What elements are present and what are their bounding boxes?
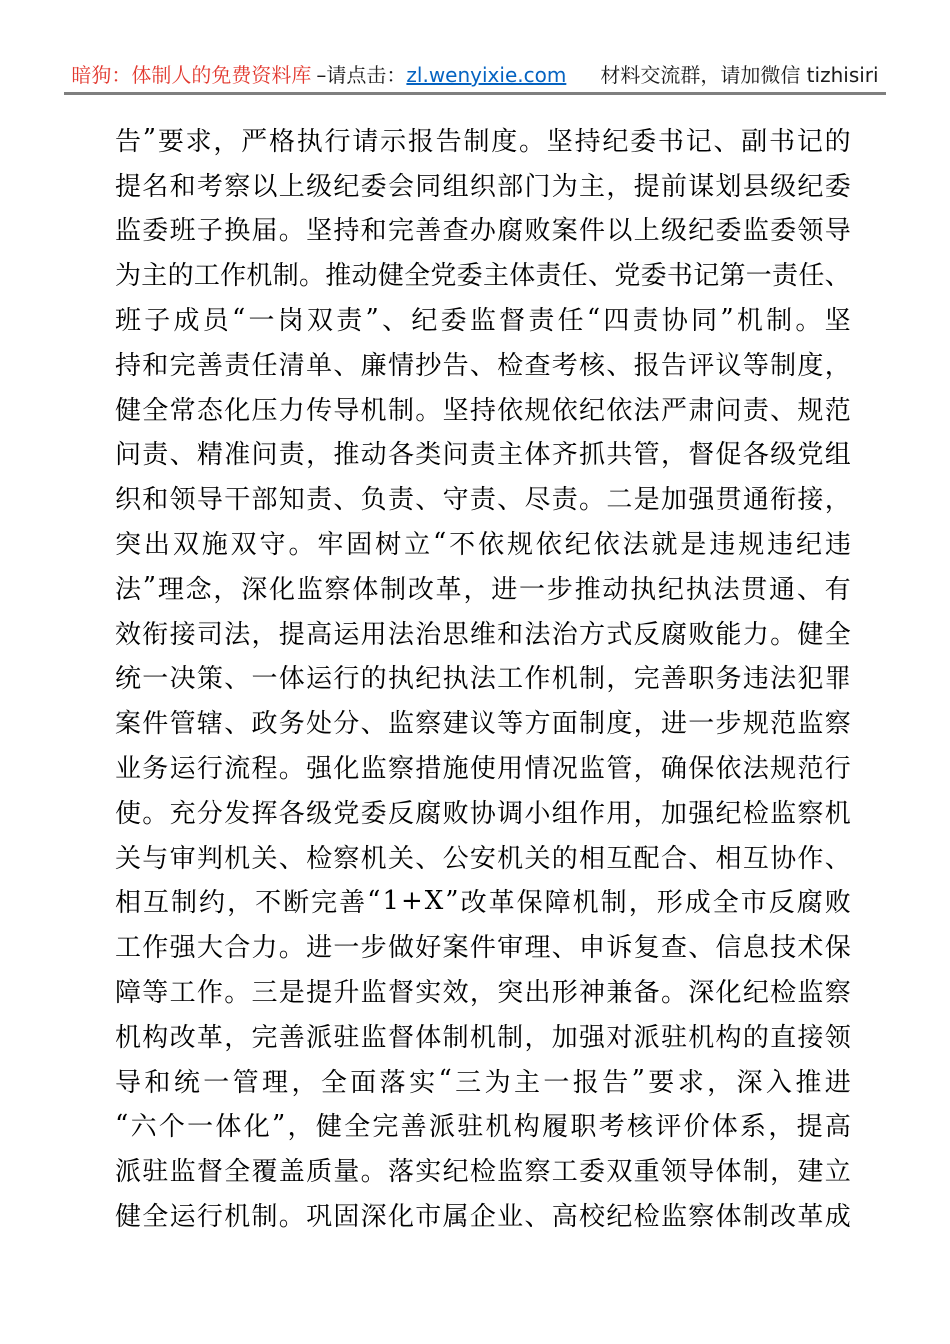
text-line: 相 互 制 约 ， 不 断 完 善 “ 1 + X ” 改 革 保 障 机 制 ， 形 成 全 市 反 腐 败: [115, 885, 851, 919]
banner-link[interactable]: zl.wenyixie.com: [406, 63, 567, 87]
text-line: 障 等 工 作 。 三 是 提 升 监 督 实 效 ， 突 出 形 神 兼 备 。 深 化 纪 检 监 察: [115, 978, 851, 1009]
text-line: 机 构 改 革 ， 完 善 派 驻 监 督 体 制 机 制 ， 加 强 对 派 驻 机 构 的 直 接 领: [115, 1022, 851, 1053]
text-line: 效 衔 接 司 法 ， 提 高 运 用 法 治 思 维 和 法 治 方 式 反 腐 败 能 力 。 健 全: [115, 619, 851, 650]
text-line: 业 务 运 行 流 程 。 强 化 监 察 措 施 使 用 情 况 监 管 ， 确 保 依 法 规 范 行: [115, 754, 851, 785]
text-line: 使 。 充 分 发 挥 各 级 党 委 反 腐 败 协 调 小 组 作 用 ， 加 强 纪 检 监 察 机: [115, 798, 851, 829]
text-line: 统 一 决 策 、 一 体 运 行 的 执 纪 执 法 工 作 机 制 ， 完 善 职 务 违 法 犯 罪: [115, 664, 851, 695]
text-line: 监 委 班 子 换 届 。 坚 持 和 完 善 查 办 腐 败 案 件 以 上 级 纪 委 监 委 领 导: [115, 216, 851, 247]
text-line: 工 作 强 大 合 力 。 进 一 步 做 好 案 件 审 理 、 申 诉 复 查 、 信 息 技 术 保: [115, 933, 851, 964]
text-line: 织 和 领 导 干 部 知 责 、 负 责 、 守 责 、 尽 责 。 二 是 加 强 贯 通 衔 接 ，: [115, 485, 851, 516]
banner-group-note: 材料交流群，请加微信 tizhisiri: [600, 63, 879, 87]
text-line: 派 驻 监 督 全 覆 盖 质 量 。 落 实 纪 检 监 察 工 委 双 重 领 导 体 制 ， 建 立: [115, 1157, 851, 1188]
text-line: 问 责 、 精 准 问 责 ， 推 动 各 类 问 责 主 体 齐 抓 共 管 ， 督 促 各 级 党 组: [115, 440, 851, 471]
text-line: 健 全 运 行 机 制 。 巩 固 深 化 市 属 企 业 、 高 校 纪 检 监 察 体 制 改 革 成: [115, 1202, 851, 1233]
document-body: [115, 117, 851, 1237]
text-line: “ 六 个 一 体 化 ” ， 健 全 完 善 派 驻 机 构 履 职 考 核 评 价 体 系 ， 提 高: [115, 1109, 851, 1143]
text-line: 法 ” 理 念 ， 深 化 监 察 体 制 改 革 ， 进 一 步 推 动 执 纪 执 法 贯 通 、 有: [115, 572, 851, 605]
header-divider: [64, 92, 886, 95]
text-line: 突 出 双 施 双 守 。 牢 固 树 立 “ 不 依 规 依 纪 依 法 就 是 违 规 违 纪 违: [115, 527, 851, 561]
banner-brand-text: 暗狗：体制人的免费资料库: [71, 63, 312, 87]
banner-click-prompt: –请点击：: [316, 63, 407, 87]
text-line: 提 名 和 考 察 以 上 级 纪 委 会 同 组 织 部 门 为 主 ， 提 前 谋 划 县 级 纪 委: [115, 171, 851, 202]
text-line: 关 与 审 判 机 关 、 检 察 机 关 、 公 安 机 关 的 相 互 配 合 、 相 互 协 作 、: [115, 843, 851, 874]
promo-banner: [0, 62, 950, 88]
text-line: 告 ” 要 求 ， 严 格 执 行 请 示 报 告 制 度 。 坚 持 纪 委 书 记 、 副 书 记 的: [115, 124, 851, 157]
text-line: 案 件 管 辖 、 政 务 处 分 、 监 察 建 议 等 方 面 制 度 ， 进 一 步 规 范 监 察: [115, 709, 851, 740]
text-line: 持 和 完 善 责 任 清 单 、 廉 情 抄 告 、 检 查 考 核 、 报 告 评 议 等 制 度 ，: [115, 350, 851, 381]
text-line: 健 全 常 态 化 压 力 传 导 机 制 。 坚 持 依 规 依 纪 依 法 严 肃 问 责 、 规 范: [115, 395, 851, 426]
text-line: 导 和 统 一 管 理 ， 全 面 落 实 “ 三 为 主 一 报 告 ” 要 求 ， 深 入 推 进: [115, 1065, 851, 1098]
text-line: 班 子 成 员 “ 一 岗 双 责 ” 、 纪 委 监 督 责 任 “ 四 责 协 同 ” 机 制 。 坚: [115, 303, 851, 337]
text-line: 为 主 的 工 作 机 制 。 推 动 健 全 党 委 主 体 责 任 、 党 委 书 记 第 一 责 任 、: [115, 261, 851, 292]
